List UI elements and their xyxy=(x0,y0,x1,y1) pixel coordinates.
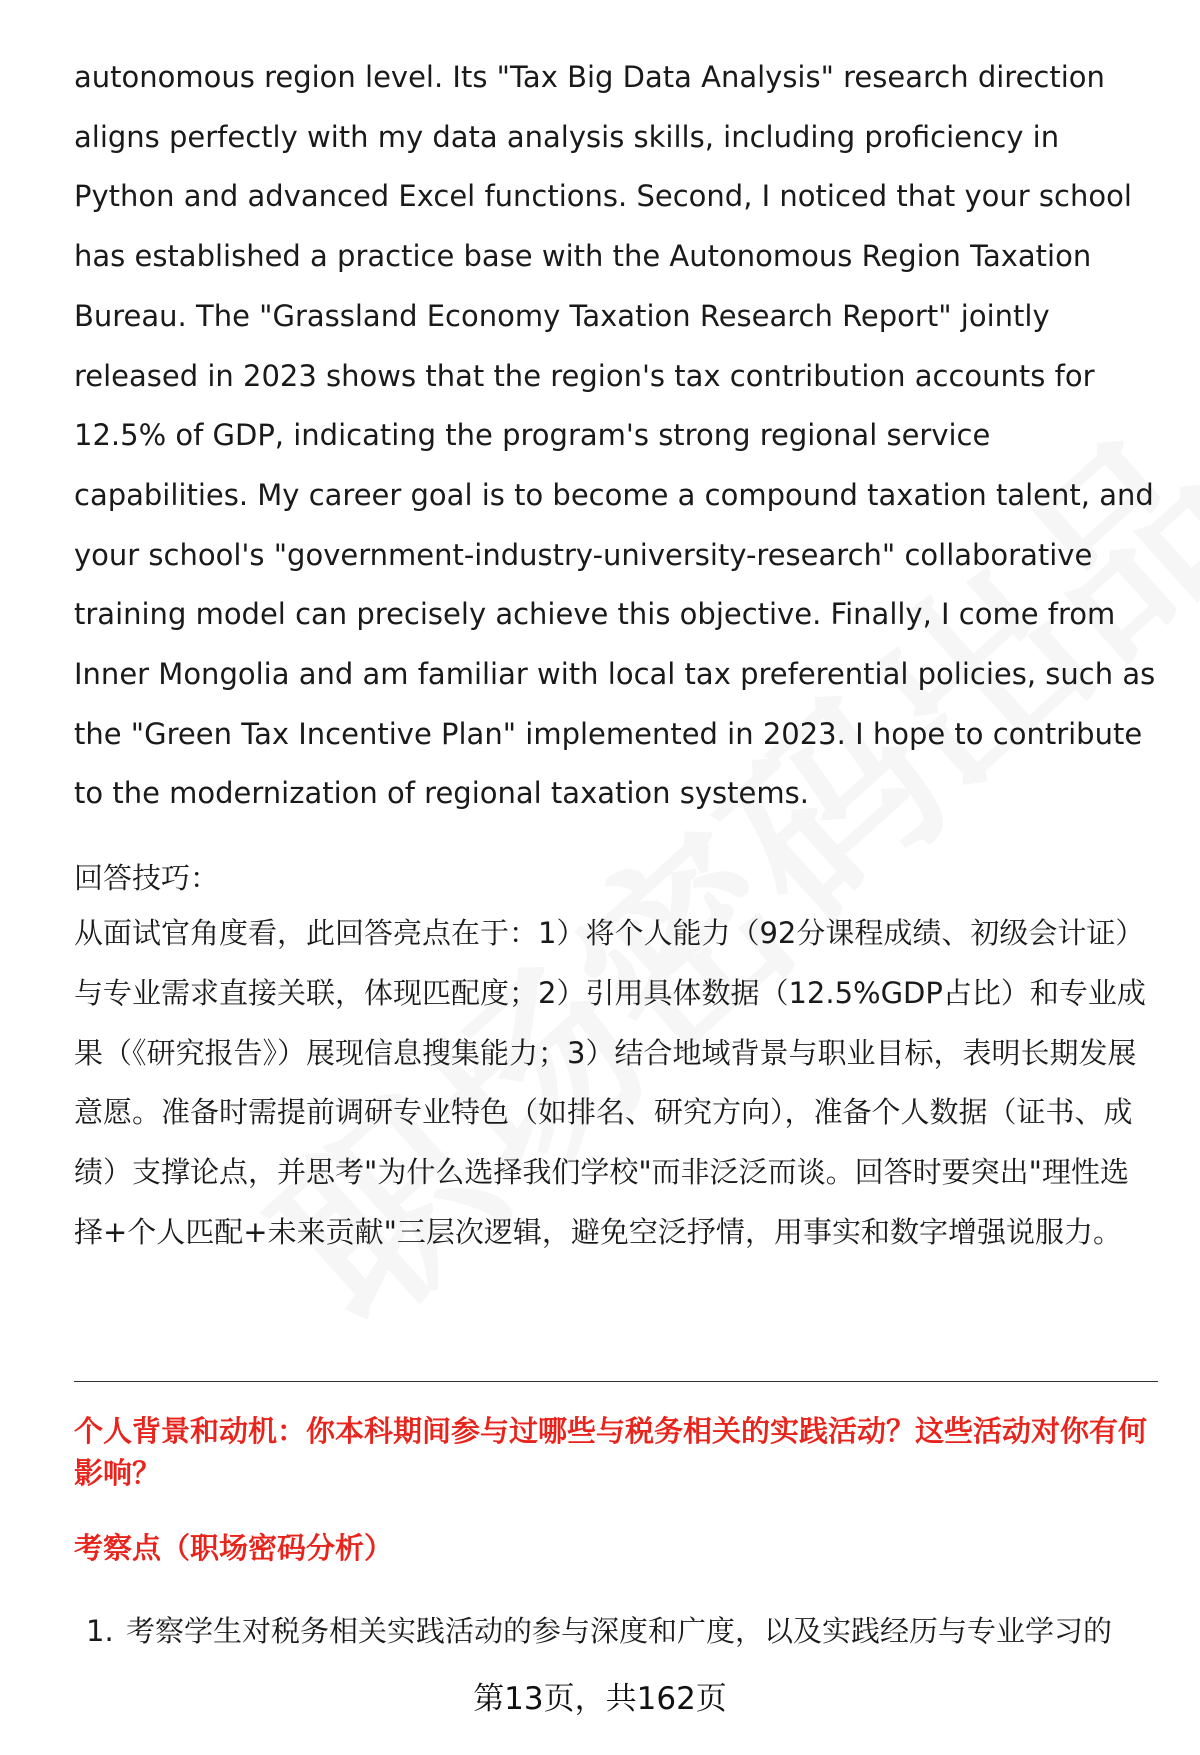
examine-title: 考察点（职场密码分析） xyxy=(74,1531,394,1565)
question-heading: 个人背景和动机：你本科期间参与过哪些与税务相关的实践活动？这些活动对你有何影响？ xyxy=(74,1414,1148,1490)
tips-body: 从面试官角度看，此回答亮点在于：1）将个人能力（92分课程成绩、初级会计证）与专业需求直接关联，体现匹配度；2）引用具体数据（12.5%GDP占比）和专业成果（《研究报告》）展现信息搜集能力；3）结合地域背景与职业目标，表明长期发展意愿。准备时需提前调研专业特色（如排名、研究方向），准备个人数据（证书、成绩）支撑论点，并思考"为什么选择我们学校"而非泛泛而谈。回答时要突出"理性选择+个人匹配+未来贡献"三层次逻辑，避免空泛抒情，用事实和数字增强说服力。 xyxy=(74,916,1146,1249)
page-footer: 第13页，共162页 xyxy=(473,1681,727,1717)
tips-heading: 回答技巧： xyxy=(74,861,220,896)
examine-point xyxy=(86,1610,1166,1652)
page-content xyxy=(74,48,1158,1262)
answer-paragraph: autonomous region level. Its "Tax Big Data Analysis" research direction aligns perfectly with my data analysis skills, including proficiency in Python and advanced Excel functions. Second, I noticed that your school has established a practice base with the Autonomous Region Taxation Bureau. The "Grassland Economy Taxation Research Report" jointly released in 2023 shows that the region's tax contribution accounts for 12.5% of GDP, indicating the program's strong regional service capabilities. My career goal is to become a compound taxation talent, and your school's "government-industry-university-research" collaborative training model can precisely achieve this objective. Finally, I come from Inner Mongolia and am familiar with local tax preferential policies, such as the "Green Tax Incentive Plan" implemented in 2023. I hope to contribute to the modernization of regional taxation systems. xyxy=(74,60,1156,811)
section-divider xyxy=(74,1381,1158,1382)
examine-point-number: 1. xyxy=(86,1614,114,1648)
examine-point-text: 考察学生对税务相关实践活动的参与深度和广度，以及实践经历与专业学习的 xyxy=(126,1614,1113,1648)
